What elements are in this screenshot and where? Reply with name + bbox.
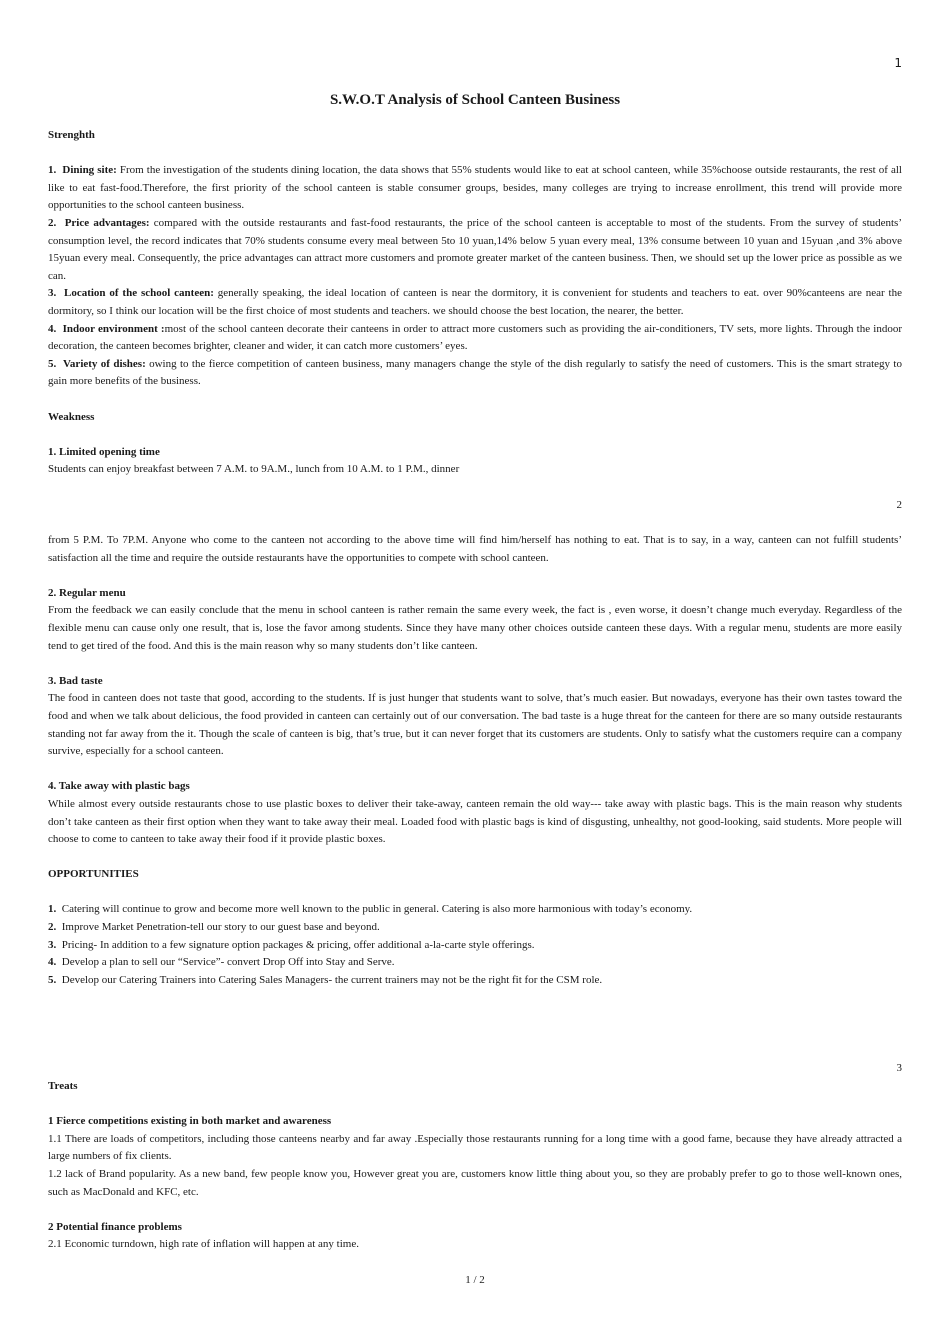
strength-item: 5. Variety of dishes: owing to the fierce competition of canteen business, many managers change the style of the dish regularly to satisfy the need of customers. This is the smart strategy to gain more benefits of the business. xyxy=(48,357,902,388)
weakness-4-text: While almost every outside restaurants chose to use plastic boxes to deliver their take-away, canteen remain the old way--- take away with plastic bags. This is the main reason why students don’t take canteen as their first option when they want to take away their meal. Loaded food with plastic bags is kind of disgusting, unhealthy, not good-looking, said students. More people will choose to come to canteen to take away their food if it provide plastic boxes. xyxy=(48,797,902,846)
weakness-4-heading: 4. Take away with plastic bags xyxy=(48,780,190,793)
weakness-1-text-end: from 5 P.M. To 7P.M. Anyone who come to the canteen not according to the above time will find him/herself has nothing to eat. That is to say, in a way, canteen can not fulfill students’ satisfaction all the time and require the outside restaurants have the opportunities to compete with school canteen. xyxy=(48,534,902,564)
treat-1-1-text: 1.1 There are loads of competitors, including those canteens nearby and far away .Especially those restaurants running for a long time with a good fame, because they have already attracted a large numbers of fix clients. xyxy=(48,1132,902,1163)
opportunity-item: 1. Catering will continue to grow and become more well known to the public in general. Catering is also more harmonious with today’s economy. xyxy=(48,903,693,916)
weakness-2-text: From the feedback we can easily conclude that the menu in school canteen is rather remain the same every week, the fact is , even worse, it doesn’t change much everyday. Regardless of the flexible menu can cause only one result, that is, lose the favor among students. Since they have many other choices outside canteen these days. With a regular menu, students are more easily tend to get tired of the food. And this is the main reason why so many students don’t like canteen. xyxy=(48,604,902,652)
page-number: 3 xyxy=(896,1062,902,1074)
opportunity-item: 2. Improve Market Penetration-tell our story to our guest base and beyond. xyxy=(48,921,380,934)
strength-heading: Strenghth xyxy=(48,129,95,141)
treat-1-2-text: 1.2 lack of Brand popularity. As a new band, few people know you, However great you are, customers know little thing about you, so they are probably prefer to go to those well-known ones, such as MacDonald and KFC, etc. xyxy=(48,1167,902,1198)
strength-item: 1. Dining site: From the investigation of the students dining location, the data shows that 55% students would like to eat at school canteen, while 35%choose outside restaurants, the rest of all like to eat fast-food.Therefore, the first priority of the school canteen is stable consumer groups, besides, many colleges are trying to increase enrollment, this trend will provide more opportunities to the school canteen business. xyxy=(48,164,902,212)
page-number: 1 xyxy=(894,56,902,70)
weakness-2-heading: 2. Regular menu xyxy=(48,586,126,599)
treats-section xyxy=(48,1078,902,1254)
opportunity-item: 5. Develop our Catering Trainers into Catering Sales Managers- the current trainers may not be the right fit for the CSM role. xyxy=(48,973,603,986)
weakness-1-heading: 1. Limited opening time xyxy=(48,445,160,458)
opportunity-item: 3. Pricing- In addition to a few signature option packages & pricing, offer additional a-la-carte style offerings. xyxy=(48,938,535,951)
treat-2-1-text: 2.1 Economic turndown, high rate of inflation will happen at any time. xyxy=(48,1238,359,1251)
opportunities-heading: OPPORTUNITIES xyxy=(48,868,139,881)
weakness-3-text: The food in canteen does not taste that good, according to the students. If is just hunger that students want to solve, that’s much easier. But nowadays, everyone has their own tastes toward the food and when we talk about delicious, the food provided in canteen can certainly out of our conversation. The bad taste is a huge threat for the canteen for there are so many outside restaurants standing not far away from the it. Though the scale of canteen is big, that’s true, but it can never forget that its customers are students. Only to satisfy what the customers require can a company survive, especially for a school canteen. xyxy=(48,692,902,758)
treat-2-heading: 2 Potential finance problems xyxy=(48,1220,182,1233)
weakness-1-text-start: Students can enjoy breakfast between 7 A.M. to 9A.M., lunch from 10 A.M. to 1 P.M., dinner xyxy=(48,463,460,476)
treat-1-heading: 1 Fierce competitions existing in both market and awareness xyxy=(48,1115,332,1128)
page-number: 2 xyxy=(896,499,902,511)
page-footer-counter: 1 / 2 xyxy=(465,1274,485,1286)
weakness-section xyxy=(48,532,902,989)
weakness-heading: Weakness xyxy=(48,410,95,423)
treats-heading: Treats xyxy=(48,1080,78,1092)
strength-section xyxy=(48,127,902,479)
strength-item: 3. Location of the school canteen: generally speaking, the ideal location of canteen is near the dormitory, it is convenient for students and teachers to eat. over 90%canteens are near the dormitory, so I think our location will be the first choice of most students and teachers. we should choose the best location, the nearer, the better. xyxy=(48,287,902,317)
opportunity-item: 4. Develop a plan to sell our “Service”- convert Drop Off into Stay and Serve. xyxy=(48,956,395,969)
strength-item: 2. Price advantages: compared with the outside restaurants and fast-food restaurants, the price of the school canteen is acceptable to most of the students. From the survey of students’ consumption level, the record indicates that 70% students consume every meal between 5to 10 yuan,14% below 5 yuan every meal, 13% consume between 10 yuan and 15yuan ,and 3% above 15yuan every meal. Consequently, the price advantages can attract more customers and promote greater market of the canteen business. Then, we should set up the lower price as possible as we can. xyxy=(48,216,903,282)
weakness-3-heading: 3. Bad taste xyxy=(48,674,103,687)
strength-item: 4. Indoor environment :most of the school canteen decorate their canteens in order to attract more customers such as providing the air-conditioners, TV sets, more lights. Through the indoor decoration, the canteen becomes brighter, cleaner and wider, it can catch more customers’ eyes. xyxy=(48,322,903,353)
page-title: S.W.O.T Analysis of School Canteen Business xyxy=(329,92,621,108)
